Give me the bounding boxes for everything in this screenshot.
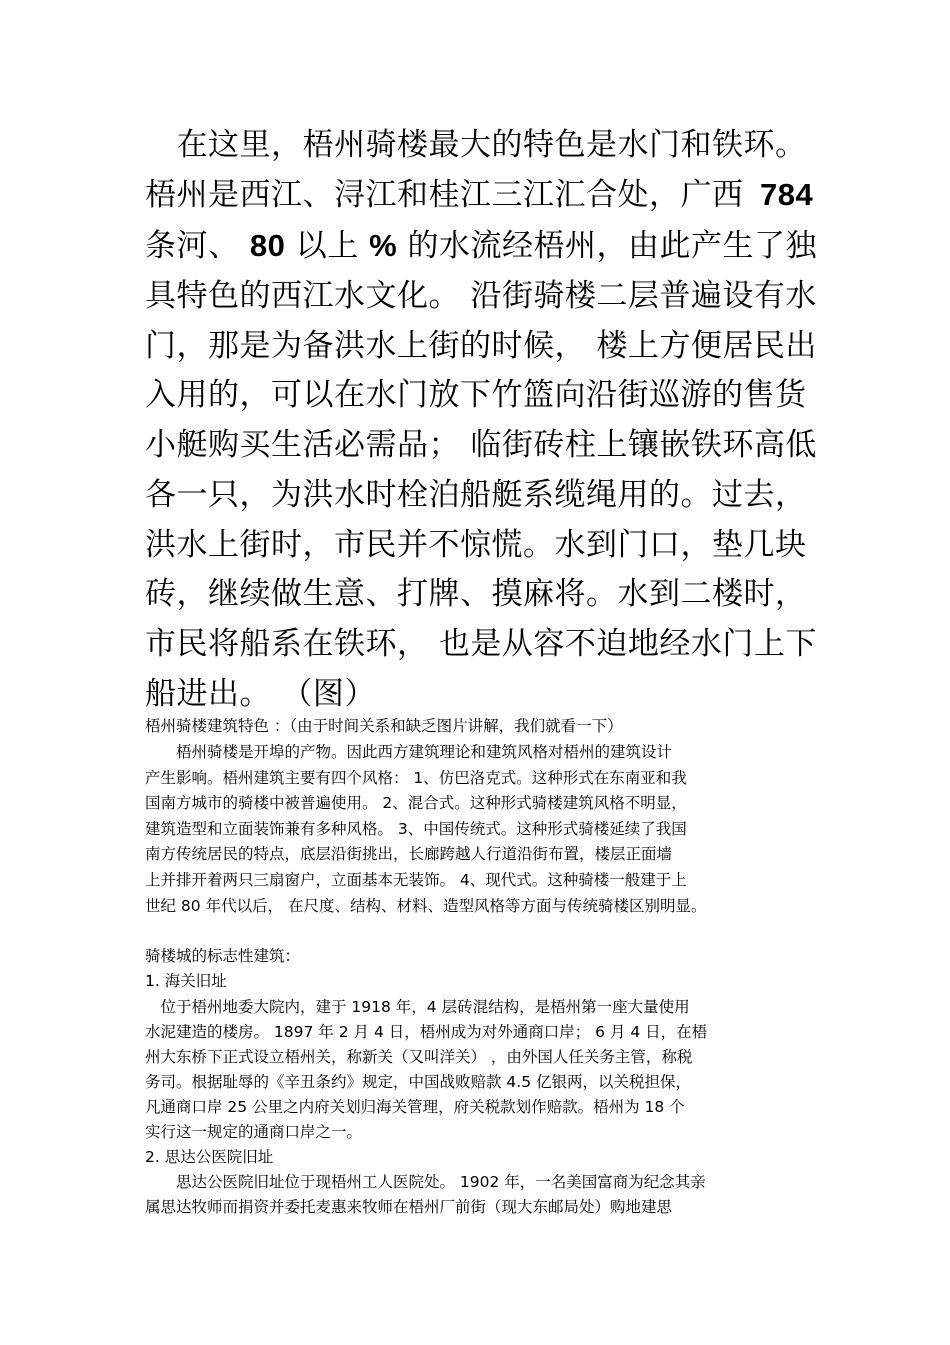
text-line: 国南方城市的骑楼中被普遍使用。 2、混合式。这种形式骑楼建筑风格不明显， [145,794,687,812]
body-line: 洪水上街时，市民并不惊慌。水到门口，垫几块 [145,527,807,563]
body-line: 市民将船系在铁环， 也是从容不迫地经水门上下 [145,626,817,662]
body-line: 梧州是西江、浔江和桂江三江汇合处，广西 784 [145,177,814,213]
text-line: 州大东桥下正式设立梧州关，称新关（又叫洋关） ，由外国人任关务主管，称税 [145,1048,693,1066]
body-line: 在这里，梧州骑楼最大的特色是水门和铁环。 [145,127,807,163]
section-heading: 梧州骑楼建筑特色 ：（由于时间关系和缺乏图片讲解，我们就看一下） [145,717,623,735]
body-line: 入用的，可以在水门放下竹篮向沿街巡游的售货 [145,377,807,413]
text-line: 建筑造型和立面装饰兼有多种风格。 3、中国传统式。这种形式骑楼延续了我国 [145,820,687,838]
text-line: 上并排开着两只三扇窗户，立面基本无装饰。 4、现代式。这种骑楼一般建于上 [145,871,687,889]
text-line: 实行这一规定的通商口岸之一。 [145,1123,363,1141]
text-line: 位于梧州地委大院内，建于 1918 年，4 层砖混结构，是梧州第一座大量使用 [145,998,690,1016]
text-line: 水泥建造的楼房。 1897 年 2 月 4 日，梧州成为对外通商口岸； 6 月 4 日，在梧 [145,1023,708,1041]
number-784: 784 [760,177,814,212]
text-line: 务司。根据耻辱的《辛丑条约》规定，中国战败赔款 4.5 亿银两，以关税担保， [145,1073,692,1091]
text-line: 南方传统居民的特点，底层沿街挑出，长廊跨越人行道沿街布置，楼层正面墙 [145,845,673,863]
body-line: 条河、 80 以上 % 的水流经梧州，由此产生了独 [145,228,817,264]
text-line: 凡通商口岸 25 公里之内府关划归海关管理，府关税款划作赔款。梧州为 18 个 [145,1098,685,1116]
text-line: 属思达牧师而捐资并委托麦惠来牧师在梧州厂前街（现大东邮局处）购地建思 [145,1198,673,1216]
body-line: 各一只，为洪水时栓泊船艇系缆绳用的。过去， [145,477,807,513]
text-line: 梧州骑楼是开埠的产物。因此西方建筑理论和建筑风格对梧州的建筑设计 [145,743,673,761]
item-heading: 2. 思达公医院旧址 [145,1148,274,1166]
body-line: 小艇购买生活必需品； 临街砖柱上镶嵌铁环高低 [145,427,817,463]
body-line: 船进出。 （图） [145,676,376,712]
text-line: 思达公医院旧址位于现梧州工人医院处。 1902 年，一名美国富商为纪念其亲 [145,1173,706,1191]
text-line: 世纪 80 年代以后， 在尺度、结构、材料、造型风格等方面与传统骑楼区别明显。 [145,897,707,915]
item-heading: 1. 海关旧址 [145,972,227,990]
text-line: 产生影响。梧州建筑主要有四个风格： 1、仿巴洛克式。这种形式在东南亚和我 [145,769,687,787]
section-heading: 骑楼城的标志性建筑： [145,947,301,965]
body-line: 具特色的西江水文化。 沿街骑楼二层普遍设有水 [145,278,817,314]
body-line: 砖，继续做生意、打牌、摸麻将。水到二楼时， [145,576,807,612]
body-line: 门，那是为备洪水上街的时候， 楼上方便居民出 [145,328,817,364]
